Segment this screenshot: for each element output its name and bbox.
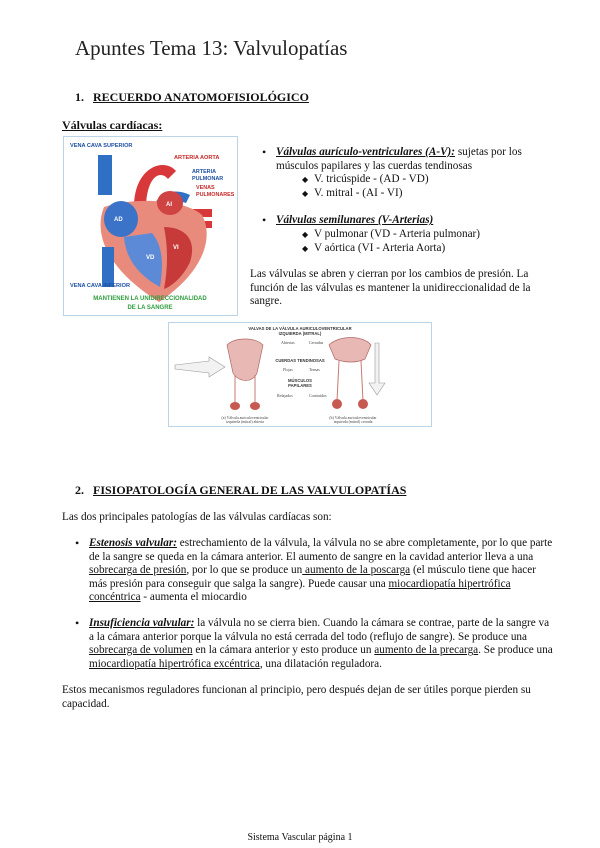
section1-number: 1. xyxy=(75,90,84,104)
page-title: Apuntes Tema 13: Valvulopatías xyxy=(75,36,348,60)
vena-cava-inferior-shape xyxy=(102,247,114,287)
closed-valve-chord-1 xyxy=(337,361,339,401)
closed-valve-shape xyxy=(329,338,371,363)
section2-number: 2. xyxy=(75,483,84,497)
caption-closed-2: izquierda (mitral) cerrada xyxy=(333,420,373,424)
mitral-valve-figure xyxy=(168,322,432,427)
tricuspid-item: ◆ V. tricúspide - (AD - VD) xyxy=(302,173,552,187)
label-abiertas: Abiertas xyxy=(281,340,295,345)
label-vena-cava-inferior: VENA CAVA INFERIOR xyxy=(70,283,130,289)
section1-heading-text: RECUERDO ANATOMOFISIOLÓGICO xyxy=(93,90,309,104)
av-valves-desc: sujetas por los músculos papilares y las cuerdas tendinosas xyxy=(276,146,522,172)
estenosis-sobrecarga-presion: sobrecarga de presión xyxy=(89,564,187,577)
section2-heading xyxy=(75,483,406,498)
heart-caption-line1: MANTIENEN LA UNIDIRECCIONALIDAD xyxy=(93,296,207,302)
label-venas-pulmonares-2: PULMONARES xyxy=(196,192,235,198)
insuficiencia-text-4: , una dilatación reguladora. xyxy=(259,657,382,670)
label-flojas: Flojas xyxy=(283,367,293,372)
closed-valve-chord-2 xyxy=(361,361,363,401)
av-valves-title: Válvulas aurículo-ventriculares (A-V): xyxy=(276,146,456,158)
estenosis-miocardiopatia: miocardiopatía hipertrófica concéntrica xyxy=(89,577,511,604)
pulmonary-valve-item: ◆ V pulmonar (VD - Arteria pulmonar) xyxy=(302,228,552,242)
label-arteria-pulmonar-1: ARTERIA xyxy=(192,169,216,175)
label-musculos-1: MÚSCULOS xyxy=(288,378,312,383)
caption-open-2: izquierda (mitral) abierta xyxy=(226,420,264,424)
insuficiencia-miocardiopatia: miocardiopatía hipertrófica excéntrica xyxy=(89,657,260,670)
estenosis-text-2: , por lo que se produce un xyxy=(186,564,303,577)
label-vi: VI xyxy=(173,245,179,251)
section2-heading-text: FISIOPATOLOGÍA GENERAL DE LAS VALVULOPATÍAS xyxy=(93,483,407,497)
insuficiencia-sobrecarga-volumen: sobrecarga de volumen xyxy=(89,644,193,657)
insuficiencia-text-1: la válvula no se cierra bien. Cuando la cámara se contrae, parte de la sangre va a la cámara anterior porque la válvula no está cerrada del todo (reflujo de sangre). Se produce una xyxy=(89,616,550,643)
heart-illustration xyxy=(64,137,237,315)
open-valve-muscle-1 xyxy=(230,402,240,410)
label-relajados: Relajados xyxy=(277,393,293,398)
heart-figure xyxy=(63,136,238,316)
insuficiencia-item xyxy=(75,617,555,671)
label-contraidos: Contraídos xyxy=(309,393,327,398)
closed-valve-muscle-1 xyxy=(332,399,342,409)
flow-arrow-right xyxy=(369,343,385,395)
estenosis-term: Estenosis valvular: xyxy=(89,537,177,549)
label-ad: AD xyxy=(114,217,123,223)
label-venas-pulmonares-1: VENAS xyxy=(196,185,215,191)
label-ai: AI xyxy=(166,202,172,208)
closed-valve-muscle-2 xyxy=(358,399,368,409)
closing-paragraph: Estos mecanismos reguladores funcionan al principio, pero después dejan de ser útiles porque pierden su capacidad. xyxy=(62,684,531,710)
aortic-valve-item: ◆ V aórtica (VI - Arteria Aorta) xyxy=(302,242,552,256)
insuficiencia-text-2: en la cámara anterior y esto produce un xyxy=(192,644,375,657)
valves-paragraph: Las válvulas se abren y cierran por los cambios de presión. La función de las válvulas es mantener la unidireccionalidad de la sangre. xyxy=(250,268,531,308)
open-valve-shape xyxy=(227,339,263,381)
valve-fig-title-1: VALVAS DE LA VÁLVULA AURICULOVENTRICULAR xyxy=(248,326,352,331)
insuficiencia-aumento-precarga: aumento de la precarga xyxy=(374,644,479,657)
label-vd: VD xyxy=(146,255,155,261)
valve-types-list xyxy=(262,146,552,255)
section2-intro: Las dos principales patologías de las válvulas cardíacas son: xyxy=(62,511,332,523)
mitral-item: ◆ V. mitral - (AI - VI) xyxy=(302,187,552,201)
flow-arrow-left xyxy=(175,357,225,377)
estenosis-text-4: - aumenta el miocardio xyxy=(140,591,247,604)
estenosis-text-3: (el músculo tiene que hacer más presión para conseguir que salga la sangre). Puede causar una xyxy=(89,564,536,590)
label-vena-cava-superior: VENA CAVA SUPERIOR xyxy=(70,143,133,149)
label-cuerdas-tendinosas: CUERDAS TENDINOSAS xyxy=(275,358,325,363)
label-cerradas: Cerradas xyxy=(309,340,324,345)
label-tensas: Tensas xyxy=(309,367,320,372)
caption-open-1: (a) Válvula auriculoventricular xyxy=(221,416,269,420)
semilunar-valves-item xyxy=(262,214,552,255)
vena-cava-superior-shape xyxy=(98,155,112,195)
estenosis-item xyxy=(75,537,555,605)
insuficiencia-term: Insuficiencia valvular: xyxy=(89,616,195,629)
pathologies-list xyxy=(75,537,555,671)
section1-heading xyxy=(75,90,309,105)
av-valves-item xyxy=(262,146,552,200)
valves-subheading: Válvulas cardíacas: xyxy=(62,118,163,132)
caption-closed-1: (b) Válvula auriculoventricular xyxy=(329,416,377,420)
mitral-valve-illustration xyxy=(169,323,431,426)
semilunar-valves-title: Válvulas semilunares (V-Arterias) xyxy=(276,214,434,227)
page-footer: Sistema Vascular página 1 xyxy=(247,832,353,843)
open-valve-muscle-2 xyxy=(250,402,260,410)
label-arteria-aorta: ARTERIA AORTA xyxy=(174,155,220,161)
insuficiencia-text-3: . Se produce una xyxy=(478,644,553,657)
estenosis-text-1: estrechamiento de la válvula, la válvula no se abre completamente, por lo que parte de la sangre se queda en la cámara anterior. El aumento de sangre en la cavidad anterior lleva a una xyxy=(89,537,553,563)
estenosis-aumento-poscarga: aumento de la poscarga xyxy=(302,564,411,577)
valve-fig-title-2: IZQUIERDA (MITRAL) xyxy=(278,331,322,336)
heart-caption-line2: DE LA SANGRE xyxy=(127,305,173,311)
label-musculos-2: PAPILARES xyxy=(288,383,312,388)
label-arteria-pulmonar-2: PULMONAR xyxy=(192,176,224,182)
